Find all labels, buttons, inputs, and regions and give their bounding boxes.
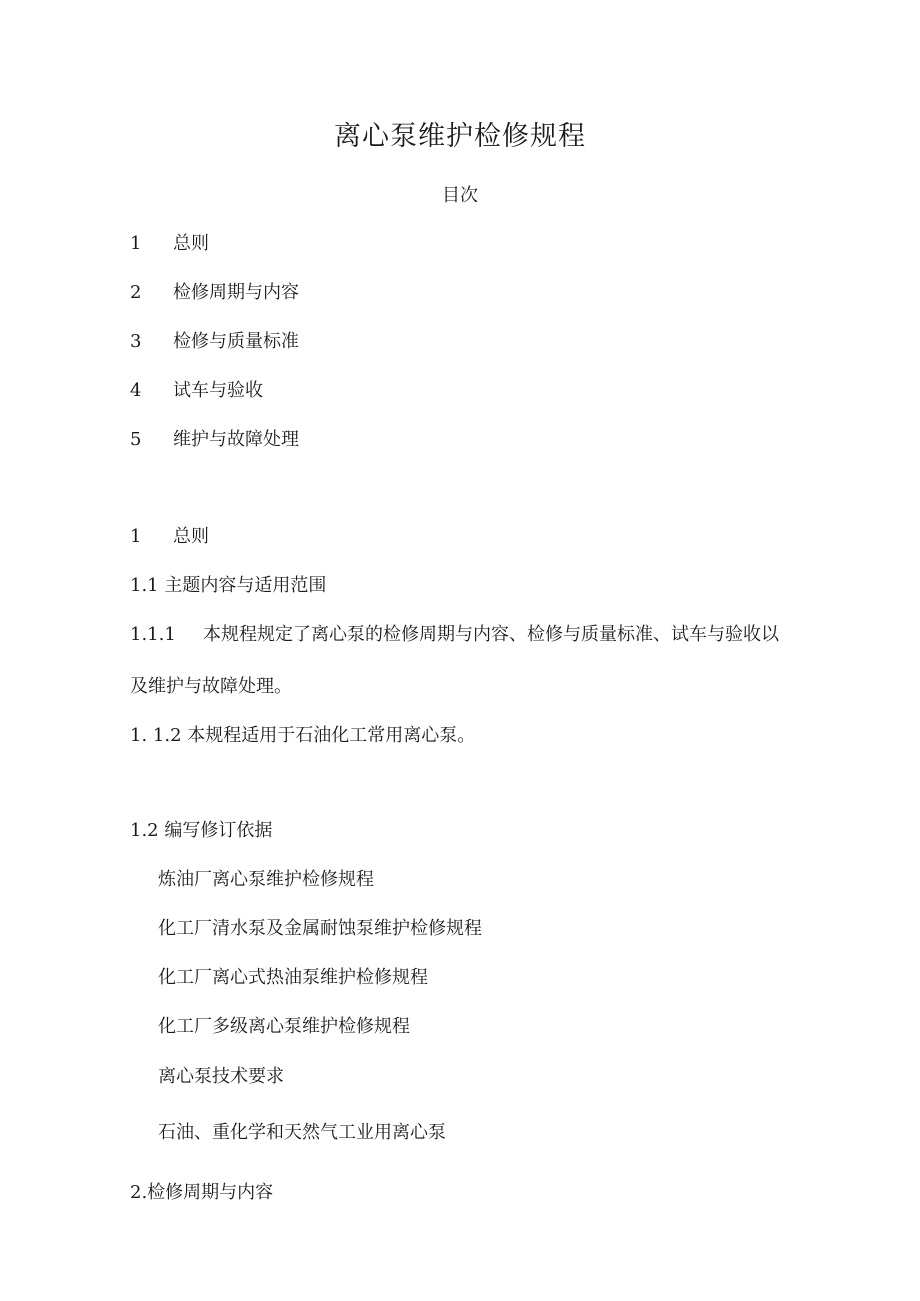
section-title: 总则 — [173, 526, 209, 547]
reference-item: 炼油厂离心泵维护检修规程 — [158, 869, 374, 890]
toc-item-number: 1 — [130, 233, 142, 254]
reference-item: 化工厂离心式热油泵维护检修规程 — [158, 967, 428, 988]
toc-heading: 目次 — [442, 185, 478, 206]
subsection-heading: 1.1 主题内容与适用范围 — [130, 575, 327, 596]
toc-item-label: 维护与故障处理 — [173, 429, 299, 450]
toc-item-number: 3 — [130, 331, 142, 352]
section-number: 1 — [130, 526, 142, 547]
reference-item: 化工厂清水泵及金属耐蚀泵维护检修规程 — [158, 918, 482, 939]
toc-item-number: 5 — [130, 429, 142, 450]
toc-item-label: 总则 — [173, 233, 209, 254]
toc-item-number: 2 — [130, 282, 142, 303]
toc-item-number: 4 — [130, 380, 142, 401]
clause-text-line: 及维护与故障处理。 — [130, 676, 292, 697]
reference-item: 化工厂多级离心泵维护检修规程 — [158, 1016, 410, 1037]
section-heading: 2.检修周期与内容 — [130, 1182, 274, 1203]
clause-paragraph: 1. 1.2 本规程适用于石油化工常用离心泵。 — [130, 725, 476, 746]
toc-item-label: 检修周期与内容 — [173, 282, 299, 303]
clause-text-line: 本规程规定了离心泵的检修周期与内容、检修与质量标准、试车与验收以 — [203, 624, 779, 645]
clause-number: 1.1.1 — [130, 624, 176, 645]
toc-item-label: 试车与验收 — [173, 380, 263, 401]
reference-item: 石油、重化学和天然气工业用离心泵 — [158, 1122, 446, 1143]
toc-item-label: 检修与质量标准 — [173, 331, 299, 352]
document-title: 离心泵维护检修规程 — [334, 121, 586, 152]
reference-item: 离心泵技术要求 — [158, 1066, 284, 1087]
subsection-heading: 1.2 编写修订依据 — [130, 820, 273, 841]
